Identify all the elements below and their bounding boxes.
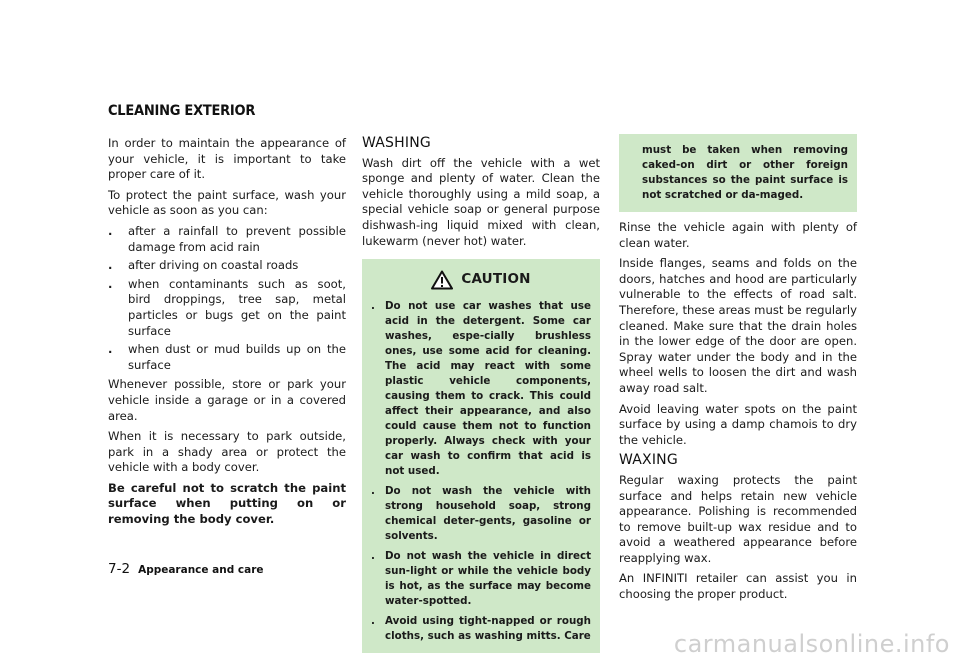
list-item: . when contaminants such as soot, bird droppings, tree sap, metal particles or bugs get on the paint surface — [108, 276, 346, 338]
rinse-paragraph: Rinse the vehicle again with plenty of clean water. — [619, 220, 857, 250]
bullet-dot: . — [371, 550, 375, 563]
caution-title: CAUTION — [461, 271, 531, 288]
list-item: . Avoid using tight-napped or rough cloths, such as washing mitts. Care — [371, 615, 591, 643]
body-cover-warning: Be careful not to scratch the paint surface when putting on or removing the body cover. — [108, 480, 346, 527]
washing-text: Wash dirt off the vehicle with a wet sponge and plenty of water. Clean the vehicle thoroughly using a mild soap, a special vehicle soap or general purpose dishwash-ing liquid mixed with clean, lukewarm (never hot) water. — [362, 155, 600, 248]
page-footer — [108, 561, 264, 577]
list-item: . after a rainfall to prevent possible damage from acid rain — [108, 223, 346, 254]
bullet-dot: . — [108, 223, 113, 238]
flanges-paragraph: Inside flanges, seams and folds on the doors, hatches and hood are particularly vulnerable to the effects of road salt. Therefore, these areas must be regularly cleaned. Make sure that the drain holes in the lower edge of the door are open. Spray water under the body and in the wheel wells to loosen the dirt and wash away road salt. — [619, 256, 857, 395]
caution-list — [371, 299, 591, 644]
washing-heading: WASHING — [362, 135, 431, 151]
bullet-dot: . — [108, 258, 113, 273]
caution-header — [371, 263, 591, 297]
column-1 — [108, 136, 346, 533]
chapter-title: Appearance and care — [138, 564, 264, 576]
bullet-dot: . — [108, 276, 113, 291]
waxing-heading: WAXING — [619, 452, 678, 469]
list-item: . Do not use car washes that use acid in the detergent. Some car washes, espe-cially brushless ones, use some acid for cleaning. The acid may react with some plastic vehicle components, causing them to crack. This could affect their appearance, and also could cause them not to function properly. Always check with your car wash to confirm that acid is not used. — [371, 300, 591, 478]
list-item: . Do not wash the vehicle in direct sun-light or while the vehicle body is hot, as the surface may become water-spotted. — [371, 550, 591, 608]
column-3 — [619, 134, 857, 608]
waxing-text: Regular waxing protects the paint surface and helps retain new vehicle appearance. Polishing is recommended to remove built-up wax residue and to avoid a weathered appearance before reapplying wax. — [619, 472, 857, 565]
page-number: 7-2 — [108, 561, 131, 577]
list-item: . Do not wash the vehicle with strong household soap, strong chemical deter-gents, gasoline or solvents. — [371, 485, 591, 543]
watermark: carmanualsonline.info — [673, 630, 950, 658]
bullet-dot: . — [371, 485, 375, 498]
list-item: . when dust or mud builds up on the surface — [108, 342, 346, 372]
retailer-paragraph: An INFINITI retailer can assist you in choosing the proper product. — [619, 571, 857, 602]
column-2 — [362, 134, 600, 653]
list-item: . after driving on coastal roads — [108, 258, 299, 273]
bullet-dot: . — [108, 342, 113, 357]
water-spots-paragraph: Avoid leaving water spots on the paint surface by using a damp chamois to dry the vehicle. — [619, 401, 857, 447]
bullet-dot: . — [371, 300, 375, 313]
caution-box-continued — [619, 134, 857, 212]
section-title: CLEANING EXTERIOR — [108, 103, 256, 119]
store-paragraph: Whenever possible, store or park your vehicle inside a garage or in a covered area. — [108, 377, 346, 423]
warning-triangle-icon — [431, 270, 453, 290]
caution-continuation: must be taken when removing caked-on dirt or other foreign substances so the paint surface is not scratched or da-maged. — [642, 144, 848, 201]
caution-box — [362, 259, 600, 653]
park-outside-paragraph: When it is necessary to park outside, park in a shady area or protect the vehicle with a body cover. — [108, 429, 346, 475]
protect-paragraph: To protect the paint surface, wash your vehicle as soon as you can: — [108, 187, 346, 218]
wash-when-list — [108, 224, 346, 373]
bullet-dot: . — [371, 615, 375, 628]
intro-paragraph: In order to maintain the appearance of your vehicle, it is important to take proper care of it. — [108, 136, 346, 182]
